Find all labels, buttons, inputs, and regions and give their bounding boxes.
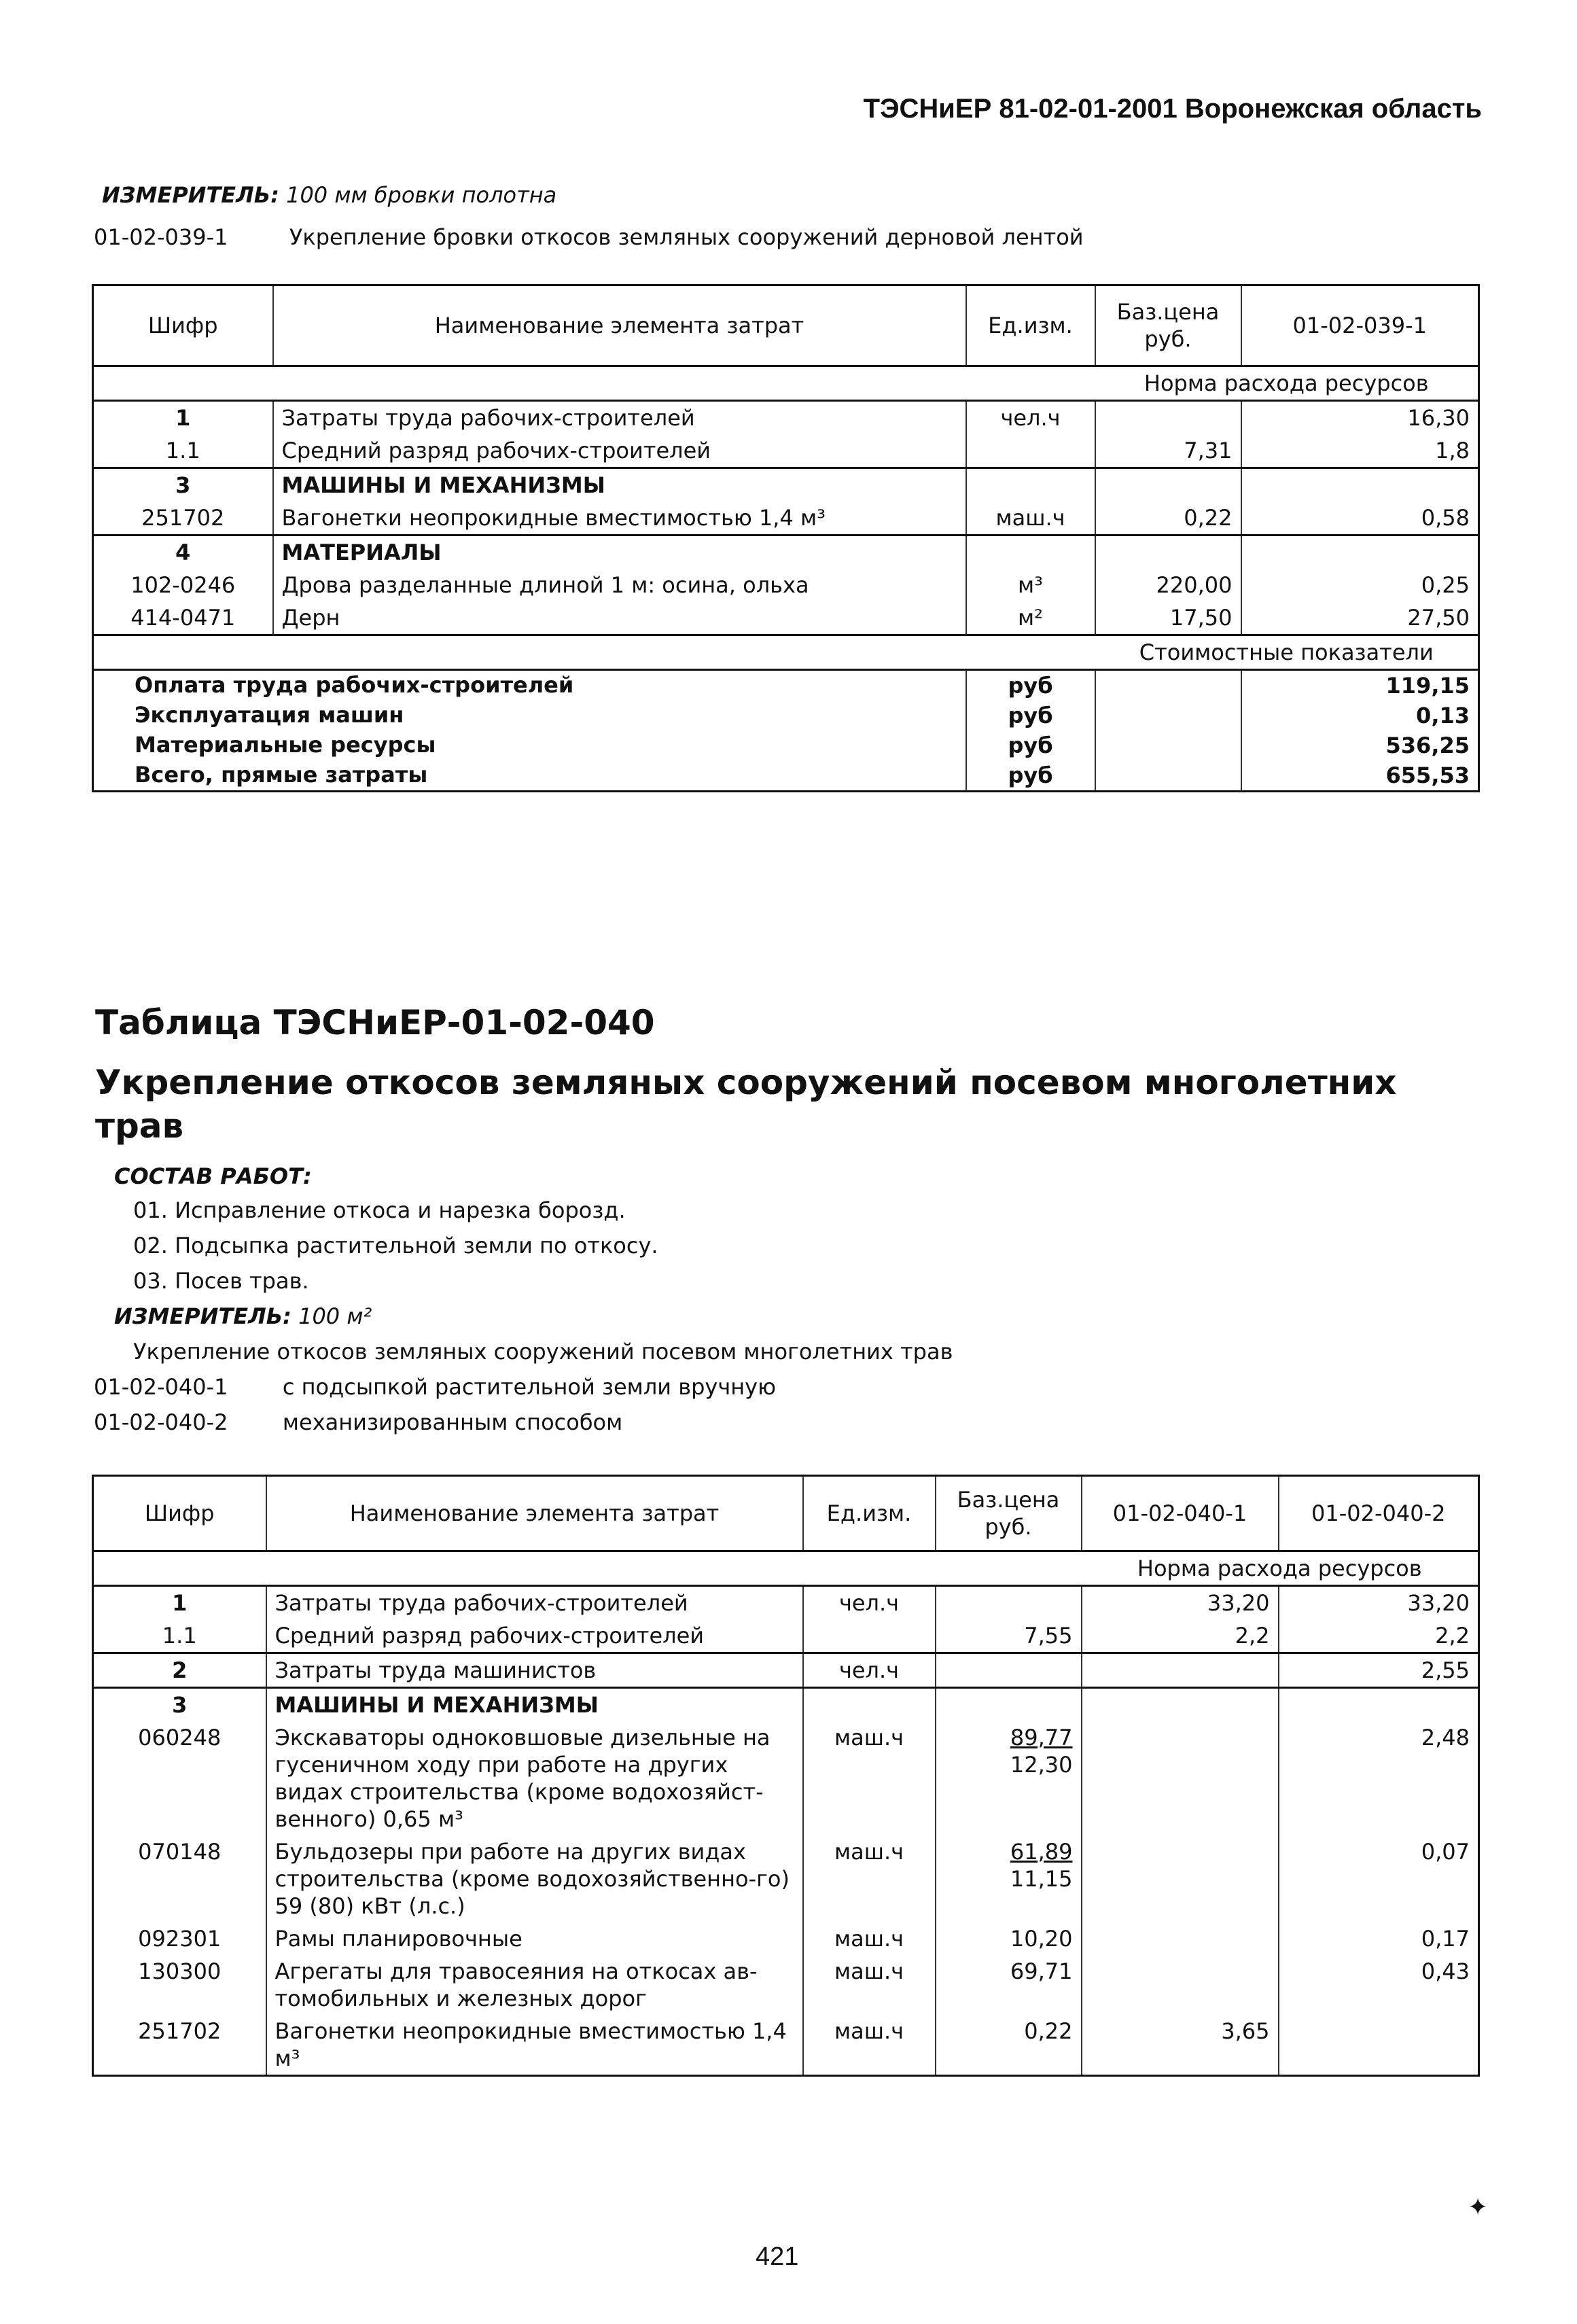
empty-cell: [93, 635, 1095, 670]
code-cell: 130300: [138, 1958, 222, 1984]
name-cell: Вагонетки неопрокидные вместимостью 1,4 м³: [266, 2015, 803, 2076]
price-cell: [936, 1619, 1082, 1653]
unit-cell: маш.ч: [966, 501, 1095, 535]
variant-code: 01-02-040-2: [94, 1409, 228, 1435]
empty-cell: [1095, 760, 1241, 792]
name-cell: Средний разряд рабочих-строителей: [266, 1619, 803, 1653]
cost-unit: руб: [966, 730, 1095, 760]
wage-value: 12,30: [1010, 1752, 1073, 1778]
measure-label: ИЗМЕРИТЕЛЬ:: [114, 1303, 291, 1329]
code-cell: 102-0246: [130, 572, 236, 598]
price-cell: [936, 1835, 1082, 1922]
table-row: [93, 1955, 1479, 2015]
norm-label: Норма расхода ресурсов: [1095, 366, 1479, 401]
norm-cell: 27,50: [1241, 601, 1479, 635]
norm-cell-2: 2,55: [1279, 1653, 1479, 1688]
name-cell: МАШИНЫ И МЕХАНИЗМЫ: [273, 468, 966, 502]
variant-desc: с подсыпкой растительной земли вручную: [282, 1374, 777, 1400]
table-row: [93, 1586, 1479, 1620]
table-title: Таблица ТЭСНиЕР-01-02-040: [95, 1003, 655, 1042]
cost-row: [93, 701, 1479, 730]
table-row: [93, 501, 1479, 535]
price-cell: [936, 1955, 1082, 2015]
code-cell: 070148: [138, 1839, 222, 1865]
price-cell: [1095, 468, 1241, 502]
unit-cell: м³: [966, 569, 1095, 601]
name-cell: Бульдозеры при работе на других видах строительства (кроме водохозяйственно-го) 59 (80) кВт (л.с.): [266, 1835, 803, 1922]
norm-label-row: [93, 1551, 1479, 1586]
price-cell: [936, 1653, 1082, 1688]
name-cell: Вагонетки неопрокидные вместимостью 1,4 м³: [273, 501, 966, 535]
column-header: 01-02-039-1: [1241, 285, 1479, 366]
column-header: Баз.цена руб.: [1095, 285, 1241, 366]
measure-value: 100 мм бровки полотна: [286, 182, 557, 208]
price-cell: [1095, 535, 1241, 569]
work-item: 02. Подсыпка растительной земли по откосу.: [133, 1233, 658, 1258]
norm-cell-2: 33,20: [1279, 1586, 1479, 1620]
measure-label: ИЗМЕРИТЕЛЬ:: [102, 182, 279, 208]
unit-cell: маш.ч: [803, 1835, 936, 1922]
norm-cell-1: 3,65: [1082, 2015, 1279, 2076]
code-line-039: [94, 224, 1084, 250]
unit-cell: [966, 468, 1095, 502]
page-header: ТЭСНиЕР 81-02-01-2001 Воронежская область: [863, 94, 1482, 124]
price-cell: [936, 2015, 1082, 2076]
code-cell: 1: [93, 401, 273, 435]
cost-label-row: [93, 635, 1479, 670]
empty-cell: [1095, 730, 1241, 760]
norm-label-row: [93, 366, 1479, 401]
table-row: [93, 1835, 1479, 1922]
cost-unit: руб: [966, 670, 1095, 701]
table-row: [93, 1653, 1479, 1688]
unit-cell: чел.ч: [803, 1586, 936, 1620]
norm-cell-2: 0,43: [1279, 1955, 1479, 2015]
measure-040: [114, 1303, 372, 1329]
norm-cell-2: [1279, 2015, 1479, 2076]
table-subtitle-line2: трав: [95, 1106, 184, 1146]
price-value: 69,71: [1010, 1958, 1073, 1984]
norm-cell-2: [1279, 1688, 1479, 1722]
norm-cell-1: [1082, 1721, 1279, 1835]
table-header-row: [93, 285, 1479, 366]
code-cell: 2: [93, 1653, 266, 1688]
unit-cell: [803, 1688, 936, 1722]
cost-row: [93, 670, 1479, 701]
cost-value: 0,13: [1241, 701, 1479, 730]
code-cell: 060248: [138, 1725, 222, 1750]
norm-cell-2: 2,2: [1279, 1619, 1479, 1653]
empty-cell: [1095, 701, 1241, 730]
unit-cell: [803, 1619, 936, 1653]
table-subtitle-line1: Укрепление откосов земляных сооружений посевом многолетних: [95, 1063, 1397, 1102]
column-header: Баз.цена руб.: [936, 1476, 1082, 1551]
cost-value: 655,53: [1241, 760, 1479, 792]
name-cell: МАШИНЫ И МЕХАНИЗМЫ: [266, 1688, 803, 1722]
norm-cell-1: [1082, 1835, 1279, 1922]
column-header: 01-02-040-1: [1082, 1476, 1279, 1551]
variant-line: [94, 1409, 622, 1435]
empty-cell: [1095, 670, 1241, 701]
column-header: Ед.изм.: [803, 1476, 936, 1551]
table-row: [93, 1619, 1479, 1653]
name-cell: Затраты труда машинистов: [266, 1653, 803, 1688]
unit-cell: чел.ч: [966, 401, 1095, 435]
measure-039: [102, 182, 556, 208]
column-header: Ед.изм.: [966, 285, 1095, 366]
cost-label: Стоимостные показатели: [1095, 635, 1479, 670]
name-cell: Затраты труда рабочих-строителей: [273, 401, 966, 435]
price-value: 7,55: [1024, 1623, 1073, 1649]
table-row: [93, 601, 1479, 635]
name-cell: Дерн: [273, 601, 966, 635]
price-value: 89,77: [1010, 1725, 1073, 1750]
variant-desc: механизированным способом: [282, 1409, 623, 1435]
table-row: [93, 1922, 1479, 1955]
works-label: СОСТАВ РАБОТ:: [114, 1163, 312, 1189]
code-cell: 092301: [138, 1926, 222, 1952]
code-cell: 3: [93, 468, 273, 502]
unit-cell: [966, 535, 1095, 569]
code-cell: 1: [93, 1586, 266, 1620]
unit-cell: маш.ч: [803, 2015, 936, 2076]
column-header: Шифр: [147, 313, 218, 338]
table-row: [93, 468, 1479, 502]
code-cell: 1.1: [165, 438, 200, 463]
price-cell: 0,22: [1095, 501, 1241, 535]
norm-cell: 0,25: [1241, 569, 1479, 601]
table-row: [93, 434, 1479, 468]
price-cell: 220,00: [1095, 569, 1241, 601]
code-cell: 414-0471: [130, 605, 236, 631]
name-cell: Затраты труда рабочих-строителей: [266, 1586, 803, 1620]
column-header: Шифр: [144, 1500, 215, 1526]
wage-value: 11,15: [1010, 1866, 1073, 1892]
price-cell: 17,50: [1095, 601, 1241, 635]
cost-name: Оплата труда рабочих-строителей: [93, 670, 966, 701]
column-header: 01-02-040-2: [1279, 1476, 1479, 1551]
code-cell: 4: [93, 535, 273, 569]
norm-cell: 1,8: [1241, 434, 1479, 468]
works-heading: [114, 1163, 312, 1189]
norm-cell: [1241, 535, 1479, 569]
unit-cell: чел.ч: [803, 1653, 936, 1688]
resource-table-039: [92, 284, 1480, 792]
name-cell: Средний разряд рабочих-строителей: [273, 434, 966, 468]
norm-cell-1: [1082, 1688, 1279, 1722]
name-cell: Экскаваторы одноковшовые дизельные на гусеничном ходу при работе на других видах строительства (кроме водохозяйст-венного) 0,65 м³: [266, 1721, 803, 1835]
price-cell: [936, 1721, 1082, 1835]
norm-cell-1: [1082, 1922, 1279, 1955]
cost-value: 536,25: [1241, 730, 1479, 760]
unit-cell: м²: [966, 601, 1095, 635]
norm-cell-1: [1082, 1653, 1279, 1688]
code-cell: 251702: [138, 2018, 222, 2044]
code-cell: 251702: [141, 505, 225, 531]
table-row: [93, 569, 1479, 601]
name-cell: Дрова разделанные длиной 1 м: осина, ольха: [273, 569, 966, 601]
work-item: 03. Посев трав.: [133, 1268, 309, 1294]
variant-code: 01-02-040-1: [94, 1374, 228, 1400]
norm-label: Норма расхода ресурсов: [1082, 1551, 1479, 1586]
unit-cell: маш.ч: [803, 1955, 936, 2015]
page-mark-icon: ✦: [1468, 2194, 1489, 2221]
unit-cell: маш.ч: [803, 1922, 936, 1955]
norm-cell-1: 2,2: [1082, 1619, 1279, 1653]
cost-value: 119,15: [1241, 670, 1479, 701]
resource-table-040: [92, 1475, 1480, 2077]
table-row: [93, 1688, 1479, 1722]
code-desc: Укрепление бровки откосов земляных сооружений дерновой лентой: [289, 224, 1084, 250]
table-row: [93, 535, 1479, 569]
code-desc-040: Укрепление откосов земляных сооружений посевом многолетних трав: [133, 1339, 953, 1365]
code-cell: 3: [93, 1688, 266, 1722]
price-cell: [936, 1922, 1082, 1955]
variant-line: [94, 1374, 776, 1400]
price-value: 10,20: [1010, 1926, 1073, 1952]
cost-unit: руб: [966, 701, 1095, 730]
unit-cell: маш.ч: [803, 1721, 936, 1835]
measure-value: 100 м²: [298, 1303, 372, 1329]
unit-cell: [966, 434, 1095, 468]
price-cell: [936, 1688, 1082, 1722]
norm-cell-2: 0,07: [1279, 1835, 1479, 1922]
price-cell: 7,31: [1095, 434, 1241, 468]
table-row: [93, 401, 1479, 435]
code-cell: 1.1: [162, 1623, 197, 1649]
norm-cell: 16,30: [1241, 401, 1479, 435]
name-cell: Агрегаты для травосеяния на откосах ав-томобильных и железных дорог: [266, 1955, 803, 2015]
norm-cell-1: [1082, 1955, 1279, 2015]
norm-cell-2: 2,48: [1279, 1721, 1479, 1835]
price-cell: [1095, 401, 1241, 435]
norm-cell: [1241, 468, 1479, 502]
price-value: 0,22: [1024, 2018, 1073, 2044]
column-header: Наименование элемента затрат: [266, 1476, 803, 1551]
code: 01-02-039-1: [94, 224, 228, 250]
cost-row: [93, 760, 1479, 792]
cost-name: Всего, прямые затраты: [135, 762, 428, 788]
table-row: [93, 2015, 1479, 2076]
cost-row: [93, 730, 1479, 760]
norm-cell-1: 33,20: [1082, 1586, 1279, 1620]
cost-name: Эксплуатация машин: [135, 702, 404, 728]
norm-cell: 0,58: [1241, 501, 1479, 535]
empty-cell: [93, 1551, 1082, 1586]
price-cell: [936, 1586, 1082, 1620]
page-number: 421: [756, 2242, 799, 2271]
price-value: 61,89: [1010, 1839, 1073, 1865]
table-row: [93, 1721, 1479, 1835]
name-cell: МАТЕРИАЛЫ: [273, 535, 966, 569]
cost-name: Материальные ресурсы: [135, 732, 436, 758]
name-cell: Рамы планировочные: [266, 1922, 803, 1955]
column-header: Наименование элемента затрат: [273, 285, 966, 366]
cost-unit: руб: [966, 760, 1095, 792]
work-item: 01. Исправление откоса и нарезка борозд.: [133, 1197, 626, 1223]
table-header-row: [93, 1476, 1479, 1551]
empty-cell: [93, 366, 1095, 401]
norm-cell-2: 0,17: [1279, 1922, 1479, 1955]
